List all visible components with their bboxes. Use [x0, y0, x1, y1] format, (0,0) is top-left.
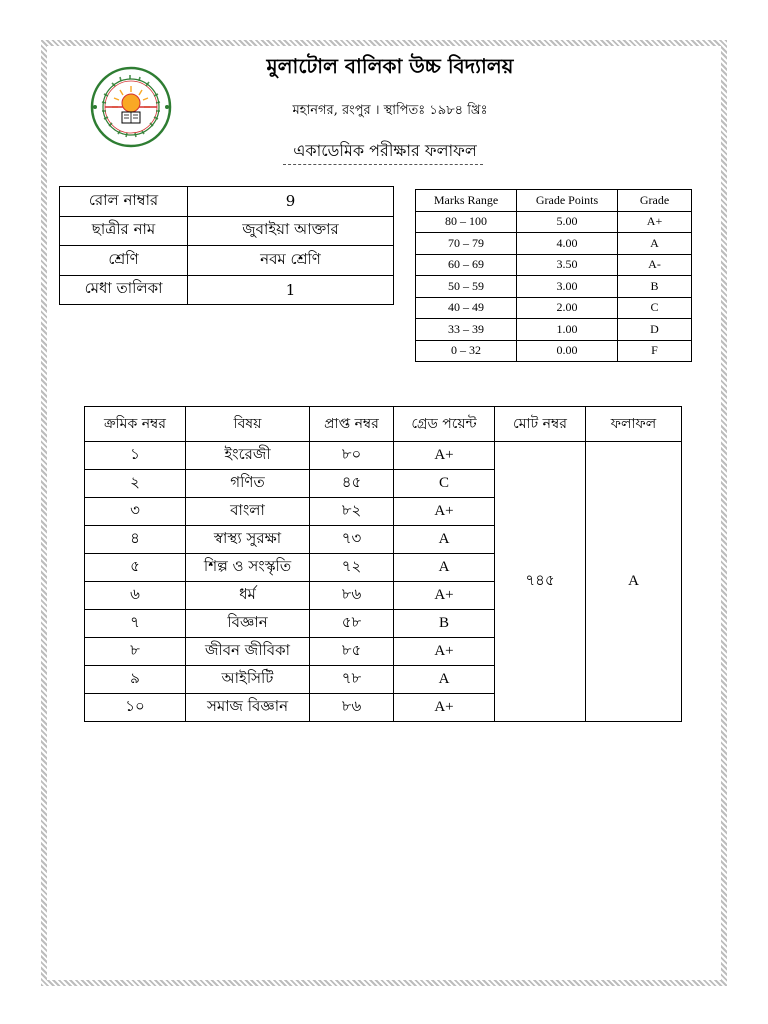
- school-name: মুলাটোল বালিকা উচ্চ বিদ্যালয়: [266, 54, 514, 78]
- grade-letter: B: [618, 276, 692, 298]
- school-address: মহানগর, রংপুর । স্থাপিতঃ ১৯৮৪ খ্রিঃ: [292, 103, 488, 118]
- grade-scale-row: [416, 297, 692, 319]
- grade-point: 2.00: [517, 297, 618, 319]
- marks-range: 60 – 69: [416, 254, 517, 276]
- grade-scale-table: [415, 189, 692, 362]
- total-marks: ৭৪৫: [495, 442, 586, 722]
- subject-name: গণিত: [186, 470, 310, 498]
- grade-scale-row: [416, 254, 692, 276]
- obtained-marks: ৮৫: [310, 638, 394, 666]
- school-logo: [90, 66, 172, 148]
- grade-point: 5.00: [517, 211, 618, 233]
- serial-number: ৪: [85, 526, 186, 554]
- info-row-roll: [60, 187, 394, 217]
- marks-range: 50 – 59: [416, 276, 517, 298]
- grade-scale-row: [416, 276, 692, 298]
- subject-name: সমাজ বিজ্ঞান: [186, 694, 310, 722]
- column-header: Marks Range: [416, 190, 517, 212]
- subject-name: ধর্ম: [186, 582, 310, 610]
- serial-number: ৯: [85, 666, 186, 694]
- serial-number: ৩: [85, 498, 186, 526]
- info-label: ছাত্রীর নাম: [60, 216, 188, 246]
- serial-number: ৮: [85, 638, 186, 666]
- marks-range: 0 – 32: [416, 340, 517, 362]
- column-header: Grade Points: [517, 190, 618, 212]
- column-header: ক্রমিক নম্বর: [85, 407, 186, 442]
- info-row-class: [60, 246, 394, 276]
- serial-number: ৫: [85, 554, 186, 582]
- grade-scale-row: [416, 233, 692, 255]
- column-header: বিষয়: [186, 407, 310, 442]
- serial-number: ২: [85, 470, 186, 498]
- subject-grade: B: [394, 610, 495, 638]
- column-header: মোট নম্বর: [495, 407, 586, 442]
- grade-letter: A: [618, 233, 692, 255]
- grade-point: 1.00: [517, 319, 618, 341]
- subject-name: স্বাস্থ্য সুরক্ষা: [186, 526, 310, 554]
- info-value: নবম শ্রেণি: [188, 246, 394, 276]
- column-header: প্রাপ্ত নম্বর: [310, 407, 394, 442]
- marks-range: 33 – 39: [416, 319, 517, 341]
- subject-name: আইসিটি: [186, 666, 310, 694]
- info-row-merit: [60, 275, 394, 305]
- column-header: Grade: [618, 190, 692, 212]
- info-row-name: [60, 216, 394, 246]
- obtained-marks: ৮৬: [310, 694, 394, 722]
- marks-range: 80 – 100: [416, 211, 517, 233]
- subject-name: শিল্প ও সংস্কৃতি: [186, 554, 310, 582]
- subject-name: বিজ্ঞান: [186, 610, 310, 638]
- subject-name: বাংলা: [186, 498, 310, 526]
- obtained-marks: ৮২: [310, 498, 394, 526]
- grade-point: 0.00: [517, 340, 618, 362]
- subject-grade: A: [394, 526, 495, 554]
- serial-number: ১০: [85, 694, 186, 722]
- info-value: জুবাইয়া আক্তার: [188, 216, 394, 246]
- grade-letter: D: [618, 319, 692, 341]
- grade-letter: C: [618, 297, 692, 319]
- column-header: ফলাফল: [586, 407, 682, 442]
- subject-grade: A+: [394, 442, 495, 470]
- grade-point: 3.50: [517, 254, 618, 276]
- grade-letter: A-: [618, 254, 692, 276]
- grade-scale-row: [416, 340, 692, 362]
- info-label: মেধা তালিকা: [60, 275, 188, 305]
- info-label: শ্রেণি: [60, 246, 188, 276]
- results-table: [84, 406, 682, 722]
- grade-scale-header-row: [416, 190, 692, 212]
- subject-name: জীবন জীবিকা: [186, 638, 310, 666]
- subject-grade: A+: [394, 582, 495, 610]
- grade-scale-row: [416, 211, 692, 233]
- grade-letter: A+: [618, 211, 692, 233]
- obtained-marks: ৮০: [310, 442, 394, 470]
- subject-row: [85, 442, 682, 470]
- serial-number: ৭: [85, 610, 186, 638]
- exam-title: একাডেমিক পরীক্ষার ফলাফল: [293, 141, 477, 160]
- subject-grade: A+: [394, 498, 495, 526]
- results-header-row: [85, 407, 682, 442]
- subject-grade: A+: [394, 638, 495, 666]
- title-underline: [283, 164, 483, 165]
- subject-grade: C: [394, 470, 495, 498]
- obtained-marks: ৭৩: [310, 526, 394, 554]
- serial-number: ১: [85, 442, 186, 470]
- subject-name: ইংরেজী: [186, 442, 310, 470]
- obtained-marks: ৭২: [310, 554, 394, 582]
- info-value: 1: [188, 275, 394, 305]
- info-label: রোল নাম্বার: [60, 187, 188, 217]
- student-info-table: [59, 186, 394, 305]
- obtained-marks: ৭৮: [310, 666, 394, 694]
- marks-range: 70 – 79: [416, 233, 517, 255]
- grade-letter: F: [618, 340, 692, 362]
- grade-point: 3.00: [517, 276, 618, 298]
- grade-scale-row: [416, 319, 692, 341]
- obtained-marks: ৫৮: [310, 610, 394, 638]
- info-value: 9: [188, 187, 394, 217]
- subject-grade: A: [394, 554, 495, 582]
- obtained-marks: ৪৫: [310, 470, 394, 498]
- subject-grade: A+: [394, 694, 495, 722]
- marks-range: 40 – 49: [416, 297, 517, 319]
- serial-number: ৬: [85, 582, 186, 610]
- subject-grade: A: [394, 666, 495, 694]
- obtained-marks: ৮৬: [310, 582, 394, 610]
- final-result: A: [586, 442, 682, 722]
- column-header: গ্রেড পয়েন্ট: [394, 407, 495, 442]
- grade-point: 4.00: [517, 233, 618, 255]
